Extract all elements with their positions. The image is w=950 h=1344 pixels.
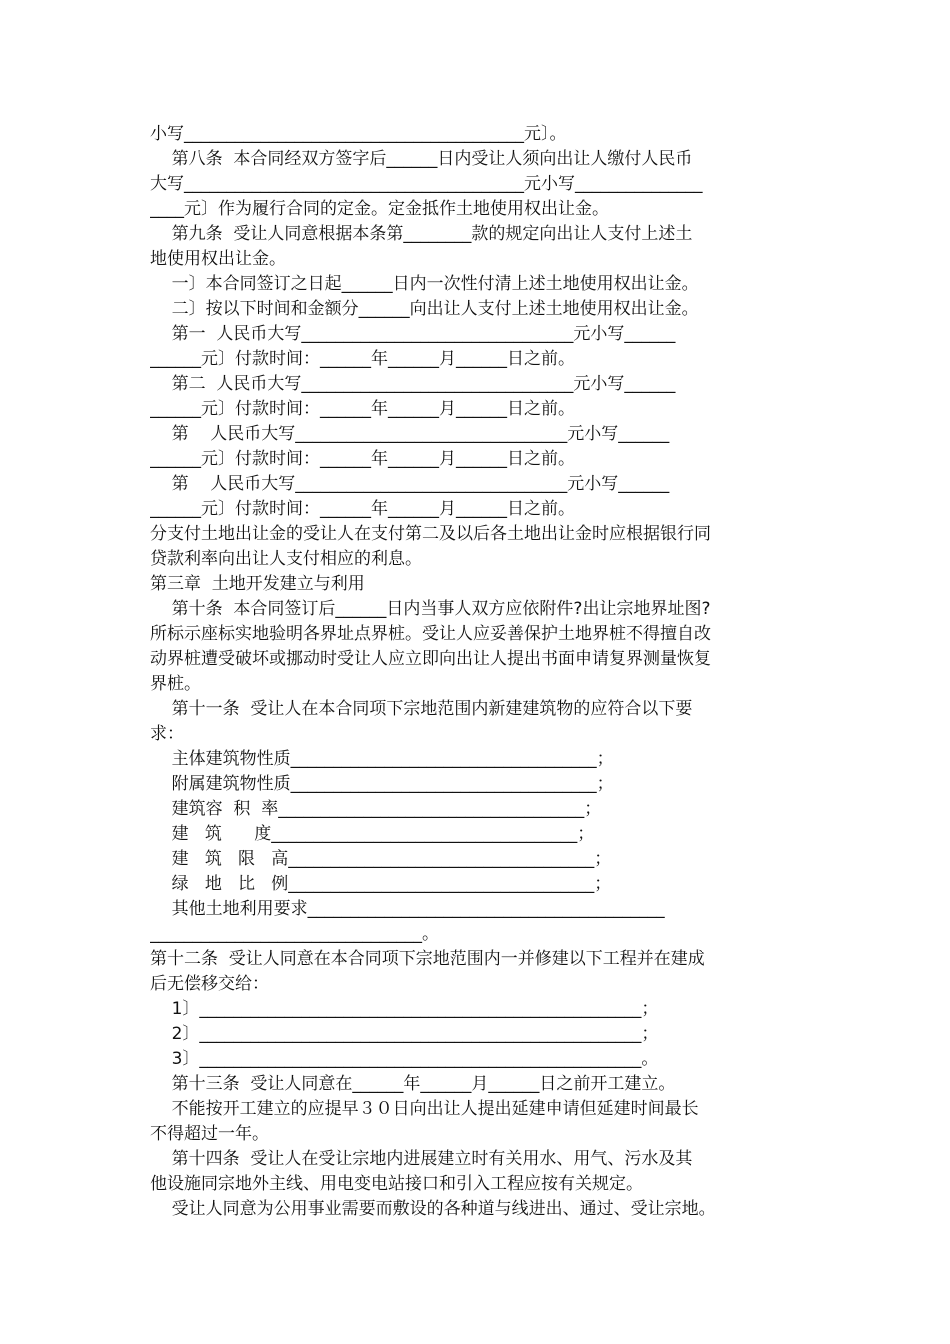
text-line: 附属建筑物性质____________________________________；: [150, 774, 614, 794]
text-line: 主体建筑物性质____________________________________；: [150, 749, 614, 769]
text-line: 第九条 受让人同意根据本条第________款的规定向出让人支付上述土: [150, 224, 693, 244]
text-line: 1〕____________________________________________________；: [150, 999, 659, 1019]
text-line: 小写________________________________________元〕。: [150, 124, 567, 144]
text-line: ______元〕付款时间：______年______月______日之前。: [150, 399, 575, 419]
text-line: 大写________________________________________元小写_______________: [150, 174, 703, 194]
text-line: 建 筑 限 高____________________________________；: [150, 849, 612, 869]
text-line: 2〕____________________________________________________；: [150, 1024, 659, 1044]
text-line: 第二 人民币大写________________________________元小写______: [150, 374, 676, 394]
text-line: 地使用权出让金。: [150, 249, 286, 269]
text-line: 第十四条 受让人在受让宗地内进展建立时有关用水、用气、污水及其: [150, 1149, 693, 1169]
text-line: 贷款利率向出让人支付相应的利息。: [150, 549, 422, 569]
text-line: 不得超过一年。: [150, 1124, 269, 1144]
text-line: ______元〕付款时间：______年______月______日之前。: [150, 499, 575, 519]
text-line: 第三章 土地开发建立与利用: [150, 574, 365, 594]
text-line: 绿 地 比 例____________________________________；: [150, 874, 612, 894]
document-body: [150, 122, 790, 1222]
text-line: 第八条 本合同经双方签字后______日内受让人须向出让人缴付人民币: [150, 149, 693, 169]
text-line: ________________________________。: [150, 924, 439, 944]
text-line: 后无偿移交给：: [150, 974, 269, 994]
text-line: 分支付土地出让金的受让人在支付第二及以后各土地出让金时应根据银行同: [150, 524, 711, 544]
text-line: 建筑容 积 率____________________________________；: [150, 799, 602, 819]
text-line: 第一 人民币大写________________________________元小写______: [150, 324, 676, 344]
text-line: 第 人民币大写________________________________元小写______: [150, 424, 670, 444]
text-line: 界桩。: [150, 674, 201, 694]
text-line: ______元〕付款时间：______年______月______日之前。: [150, 449, 575, 469]
text-line: 他设施同宗地外主线、用电变电站接口和引入工程应按有关规定。: [150, 1174, 643, 1194]
text-line: 一〕本合同签订之日起______日内一次性付清上述土地使用权出让金。: [150, 274, 699, 294]
text-line: 求：: [150, 724, 184, 744]
text-line: 受让人同意为公用事业需要而敷设的各种道与线进出、通过、受让宗地。: [150, 1199, 716, 1219]
text-line: 3〕____________________________________________________。: [150, 1049, 659, 1069]
text-line: 二〕按以下时间和金额分______向出让人支付上述土地使用权出让金。: [150, 299, 699, 319]
text-line: 第十三条 受让人同意在______年______月______日之前开工建立。: [150, 1074, 676, 1094]
text-line: 所标示座标实地验明各界址点界桩。受让人应妥善保护土地界桩不得擅自改: [150, 624, 711, 644]
text-line: 第 人民币大写________________________________元小写______: [150, 474, 670, 494]
text-line: ______元〕付款时间：______年______月______日之前。: [150, 349, 575, 369]
text-line: 动界桩遭受破坏或挪动时受让人应立即向出让人提出书面申请复界测量恢复: [150, 649, 711, 669]
text-line: 不能按开工建立的应提早３０日向出让人提出延建申请但延建时间最长: [150, 1099, 699, 1119]
text-line: 第十二条 受让人同意在本合同项下宗地范围内一并修建以下工程并在建成: [150, 949, 705, 969]
text-line: 其他土地利用要求__________________________________________: [150, 899, 665, 919]
text-line: 建 筑 度____________________________________；: [150, 824, 595, 844]
text-line: ____元〕作为履行合同的定金。定金抵作土地使用权出让金。: [150, 199, 609, 219]
text-line: 第十一条 受让人在本合同项下宗地范围内新建建筑物的应符合以下要: [150, 699, 693, 719]
text-line: 第十条 本合同签订后______日内当事人双方应依附件?出让宗地界址图?: [150, 599, 711, 619]
